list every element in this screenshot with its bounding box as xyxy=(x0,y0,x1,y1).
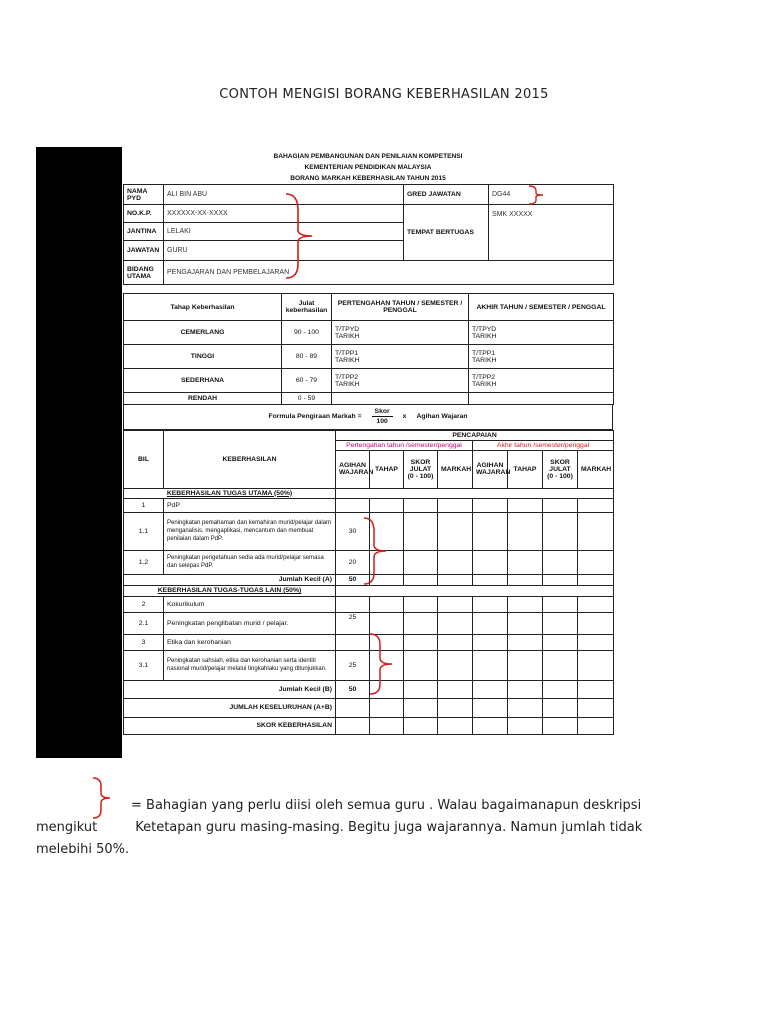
table-row xyxy=(124,596,614,612)
tahap-sign-mid xyxy=(332,345,469,369)
section-b-heading: KEBERHASILAN TUGAS-TUGAS LAIN (50%) xyxy=(124,585,336,596)
keberhasilan-cell: Etika dan kerohanian xyxy=(164,634,336,650)
skor-header: SKOR JULAT (0 - 100) xyxy=(543,450,578,488)
note-text: Ketetapan guru masing-masing. Begitu juga wajarannya. Namun jumlah tidak xyxy=(135,820,643,835)
date-label: TARIKH xyxy=(335,332,360,340)
date-label: TARIKH xyxy=(472,332,497,340)
wajaran-cell xyxy=(336,634,370,650)
empty-cell xyxy=(332,393,469,405)
sign-label: T/TPYD xyxy=(335,325,360,333)
wajaran-cell: 25 xyxy=(336,612,370,634)
tahap-name: CEMERLANG xyxy=(124,321,282,345)
form-header-line: KEMENTERIAN PENDIDIKAN MALAYSIA xyxy=(304,164,432,171)
bil-cell: 1.2 xyxy=(124,550,164,574)
formula-label: Formula Pengiraan Markah = xyxy=(268,413,362,421)
agihan-header: AGIHAN WAJARAN xyxy=(336,450,370,488)
nama-label: NAMA PYD xyxy=(124,185,164,205)
jumlah-kecil-a-value: 50 xyxy=(336,574,370,585)
bil-cell: 1.1 xyxy=(124,512,164,550)
tahap-range: 0 - 59 xyxy=(282,393,332,405)
notes-paragraph xyxy=(36,795,736,861)
pertengahan-header: PERTENGAHAN TAHUN / SEMESTER / PENGGAL xyxy=(332,294,469,321)
date-label: TARIKH xyxy=(335,380,360,388)
form-header-line: BAHAGIAN PEMBANGUNAN DAN PENILAIAN KOMPETENSI xyxy=(273,153,463,160)
keberhasilan-header: KEBERHASILAN xyxy=(164,430,336,488)
gred-value: DG44 xyxy=(489,185,614,205)
red-brace-icon xyxy=(360,515,390,587)
markah-header: MARKAH xyxy=(578,450,614,488)
tahap-col-header: TAHAP xyxy=(508,450,543,488)
tahap-range: 80 - 89 xyxy=(282,345,332,369)
bil-cell: 2 xyxy=(124,596,164,612)
tahap-range: 90 - 100 xyxy=(282,321,332,345)
red-brace-icon xyxy=(282,190,316,282)
jawatan-value: GURU xyxy=(164,241,404,261)
note-text: mengikut xyxy=(36,820,98,835)
wajaran-cell: 25 xyxy=(336,650,370,680)
bidang-value: PENGAJARAN DAN PEMBELAJARAN xyxy=(164,261,614,285)
bil-cell: 3.1 xyxy=(124,650,164,680)
table-row xyxy=(124,498,614,512)
jumlah-kecil-b-label: Jumlah Kecil (B) xyxy=(124,680,336,698)
empty-cell xyxy=(469,393,614,405)
tahap-sign-end xyxy=(469,345,614,369)
date-label: TARIKH xyxy=(472,356,497,364)
sign-label: T/TPP1 xyxy=(472,349,496,357)
bil-cell: 2.1 xyxy=(124,612,164,634)
date-label: TARIKH xyxy=(335,356,360,364)
wajaran-cell xyxy=(336,498,370,512)
wajaran-cell: 20 xyxy=(336,550,370,574)
tempat-value: SMK XXXXX xyxy=(489,205,614,261)
sign-label: T/TPP2 xyxy=(472,373,496,381)
keberhasilan-cell: Peningkatan penglibatan murid / pelajar. xyxy=(164,612,336,634)
bil-header: BIL xyxy=(124,430,164,488)
pertengahan-subheader: Pertengahan tahun /semester/penggal xyxy=(336,440,473,450)
bil-cell: 1 xyxy=(124,498,164,512)
tahap-sign-mid xyxy=(332,369,469,393)
keberhasilan-cell: Peningkatan pemahaman dan kemahiran murid/pelajar dalam menganalisis, mengaplikasi, mencantum dan membuat penilaian dalam PdP. xyxy=(164,512,336,550)
note-line: melebihi 50%. xyxy=(36,842,130,857)
julat-header: Julat keberhasilan xyxy=(282,294,332,321)
section-a-heading: KEBERHASILAN TUGAS UTAMA (50%) xyxy=(124,488,336,498)
sign-label: T/TPYD xyxy=(472,325,497,333)
tahap-keberhasilan-table xyxy=(123,293,614,405)
red-brace-icon xyxy=(366,631,396,697)
note-line: = Bahagian yang perlu diisi oleh semua guru . Walau bagaimanapun deskripsi xyxy=(131,798,642,813)
kp-value: XXXXXX-XX-XXXX xyxy=(164,205,404,223)
sign-label: T/TPP2 xyxy=(335,373,359,381)
formula-cell xyxy=(124,405,613,429)
tahap-col-header: TAHAP xyxy=(370,450,404,488)
document-title: CONTOH MENGISI BORANG KEBERHASILAN 2015 xyxy=(219,87,549,102)
pencapaian-header: PENCAPAIAN xyxy=(336,430,614,440)
agihan-header: AGIHAN WAJARAN xyxy=(473,450,508,488)
tahap-sign-end xyxy=(469,369,614,393)
sign-label: T/TPP1 xyxy=(335,349,359,357)
formula-agihan: Agihan Wajaran xyxy=(416,413,468,421)
formula-skor: Skor xyxy=(372,407,393,417)
keberhasilan-cell: Kokurikulum xyxy=(164,596,336,612)
form-header-line: BORANG MARKAH KEBERHASILAN TAHUN 2015 xyxy=(290,175,446,182)
tempat-label: TEMPAT BERTUGAS xyxy=(404,205,489,261)
jantina-label: JANTINA xyxy=(124,223,164,241)
jumlah-kecil-b-value: 50 xyxy=(336,680,370,698)
skor-header: SKOR JULAT (0 - 100) xyxy=(404,450,438,488)
jumlah-kecil-a-label: Jumlah Kecil (A) xyxy=(124,574,336,585)
jawatan-label: JAWATAN xyxy=(124,241,164,261)
gred-label: GRED JAWATAN xyxy=(404,185,489,205)
markah-header: MARKAH xyxy=(438,450,473,488)
tahap-sign-mid xyxy=(332,321,469,345)
red-brace-icon xyxy=(526,184,546,206)
bidang-label: BIDANG UTAMA xyxy=(124,261,164,285)
tahap-range: 60 - 79 xyxy=(282,369,332,393)
formula-table xyxy=(123,405,613,430)
wajaran-cell: 30 xyxy=(336,512,370,550)
bil-cell: 3 xyxy=(124,634,164,650)
formula-fraction xyxy=(372,407,393,426)
akhir-header: AKHIR TAHUN / SEMESTER / PENGGAL xyxy=(469,294,614,321)
keberhasilan-cell: Peningkatan sahsiah, etika dan kerohanian serta identiti nasional murid/pelajar melalui tingkahlaku yang ditunjukkan. xyxy=(164,650,336,680)
tahap-sign-end xyxy=(469,321,614,345)
akhir-subheader: Akhir tahun /semester/penggal xyxy=(473,440,614,450)
jumlah-keseluruhan-label: JUMLAH KESELURUHAN (A+B) xyxy=(124,698,336,717)
keberhasilan-cell: PdP xyxy=(164,498,336,512)
tahap-name: RENDAH xyxy=(124,393,282,405)
wajaran-cell xyxy=(336,596,370,612)
skor-keberhasilan-label: SKOR KEBERHASILAN xyxy=(124,717,336,734)
nama-value: ALI BIN ABU xyxy=(164,185,404,205)
formula-denominator: 100 xyxy=(376,418,388,426)
empty-cell xyxy=(336,488,614,498)
tahap-header: Tahap Keberhasilan xyxy=(124,294,282,321)
keberhasilan-cell: Peningkatan pengetahuan sedia ada murid/pelajar semasa dan selepas PdP. xyxy=(164,550,336,574)
tahap-name: TINGGI xyxy=(124,345,282,369)
date-label: TARIKH xyxy=(472,380,497,388)
kp-label: NO.K.P. xyxy=(124,205,164,223)
note-line xyxy=(36,817,736,839)
formula-times: x xyxy=(402,413,407,421)
tahap-name: SEDERHANA xyxy=(124,369,282,393)
jantina-value: LELAKI xyxy=(164,223,404,241)
